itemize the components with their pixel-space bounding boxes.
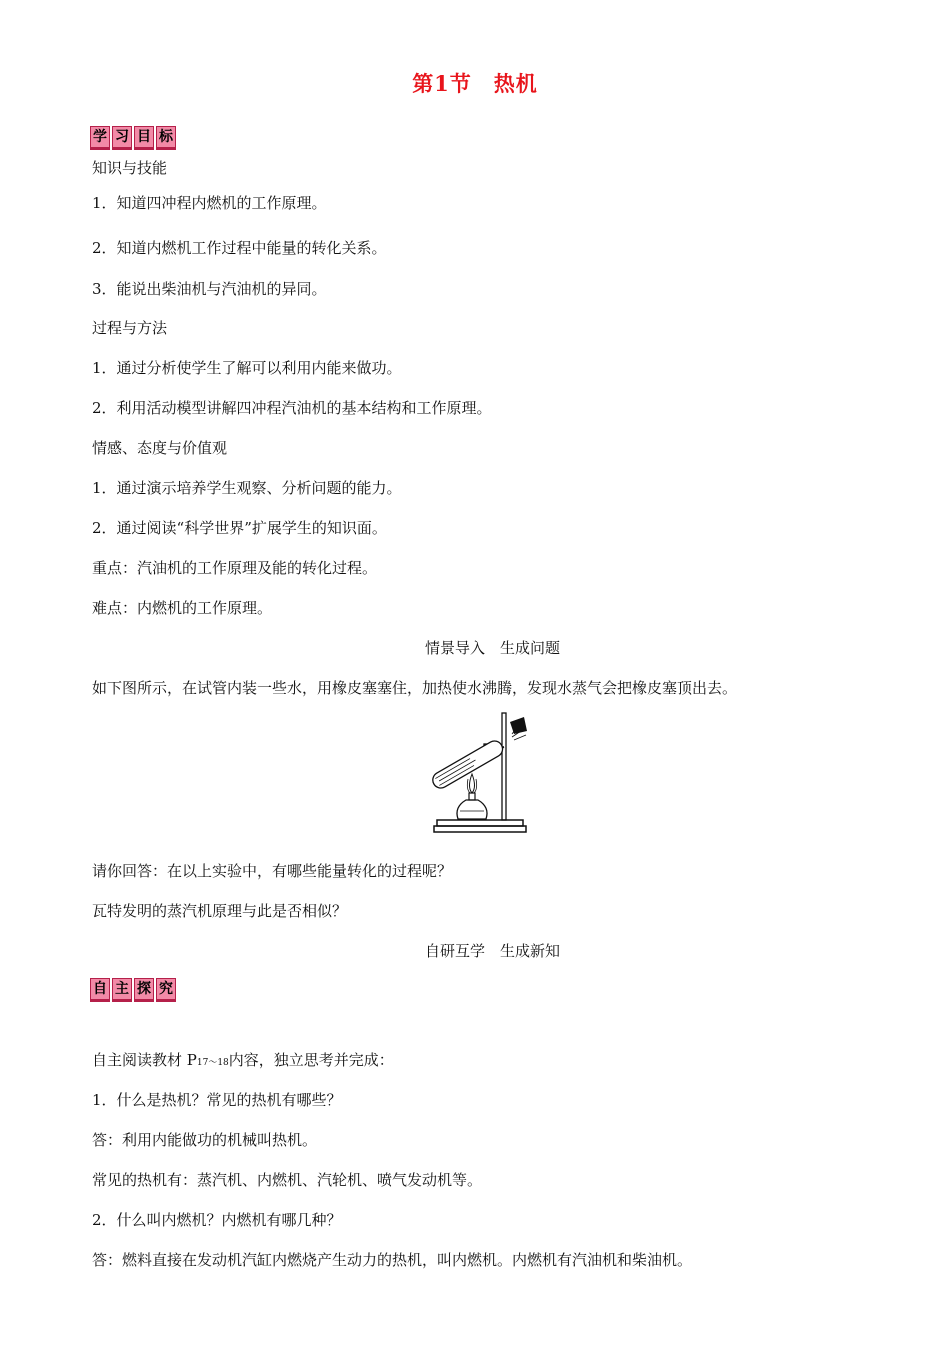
self-exploration-badge [90, 978, 176, 1002]
knowledge-item-1: 1．知道四冲程内燃机的工作原理。 [92, 194, 327, 212]
answer-2: 答：燃料直接在发动机汽缸内燃烧产生动力的热机，叫内燃机。内燃机有汽油机和柴油机。 [92, 1251, 693, 1269]
process-item-2: 2．利用活动模型讲解四冲程汽油机的基本结构和工作原理。 [92, 399, 492, 417]
section-heading-self-study: 自研互学 生成新知 [424, 942, 560, 960]
process-item-1: 1．通过分析使学生了解可以利用内能来做功。 [92, 359, 402, 377]
heading-attitude: 情感、态度与价值观 [92, 439, 228, 457]
section-heading-intro: 情景导入 生成问题 [424, 639, 560, 657]
knowledge-item-2: 2．知道内燃机工作过程中能量的转化关系。 [92, 239, 387, 257]
badge-char: 探 [134, 978, 154, 1002]
page-title: 第1节 热机 [412, 71, 538, 96]
reading-prefix: 自主阅读教材 P [92, 1051, 197, 1069]
knowledge-item-3: 3．能说出柴油机与汽油机的异同。 [92, 280, 327, 298]
reading-instruction [92, 1050, 394, 1073]
learning-goals-badge [90, 126, 176, 150]
badge-char: 究 [156, 978, 176, 1002]
inquiry-2: 2．什么叫内燃机？内燃机有哪几种？ [92, 1211, 342, 1229]
badge-char: 自 [90, 978, 110, 1002]
heading-knowledge: 知识与技能 [92, 159, 168, 177]
page-range: 17～18 [196, 1058, 229, 1068]
badge-char: 习 [112, 126, 132, 150]
difficult-point: 难点：内燃机的工作原理。 [92, 599, 273, 617]
badge-char: 主 [112, 978, 132, 1002]
answer-1: 答：利用内能做功的机械叫热机。 [92, 1131, 318, 1149]
test-tube-apparatus-illustration [432, 707, 528, 843]
badge-char: 标 [156, 126, 176, 150]
answer-1-continued: 常见的热机有：蒸汽机、内燃机、汽轮机、喷气发动机等。 [92, 1171, 483, 1189]
intro-paragraph: 如下图所示，在试管内装一些水，用橡皮塞塞住，加热使水沸腾，发现水蒸气会把橡皮塞顶出去。 [92, 679, 738, 697]
badge-char: 目 [134, 126, 154, 150]
question-2: 瓦特发明的蒸汽机原理与此是否相似？ [92, 902, 348, 920]
question-1: 请你回答：在以上实验中，有哪些能量转化的过程呢？ [92, 862, 453, 880]
inquiry-1: 1．什么是热机？常见的热机有哪些？ [92, 1091, 342, 1109]
attitude-item-1: 1．通过演示培养学生观察、分析问题的能力。 [92, 479, 402, 497]
key-point: 重点：汽油机的工作原理及能的转化过程。 [92, 559, 378, 577]
reading-suffix: 内容，独立思考并完成： [228, 1051, 394, 1069]
heading-process: 过程与方法 [92, 319, 168, 337]
badge-char: 学 [90, 126, 110, 150]
attitude-item-2: 2．通过阅读“科学世界”扩展学生的知识面。 [92, 519, 387, 537]
